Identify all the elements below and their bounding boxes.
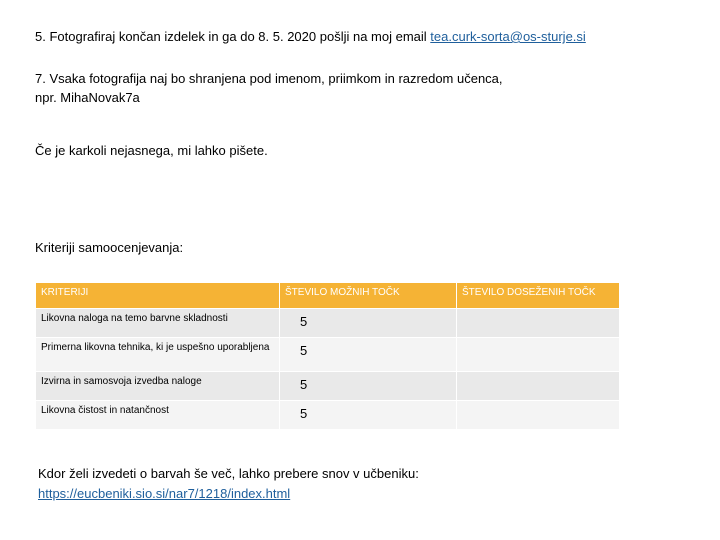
- achieved-points-cell[interactable]: [457, 372, 620, 401]
- table-header-row: [36, 283, 620, 309]
- possible-points-cell: 5: [280, 338, 457, 372]
- instruction-step-5-text: 5. Fotografiraj končan izdelek in ga do 8. 5. 2020 pošlji na moj email: [35, 29, 431, 44]
- achieved-points-cell[interactable]: [457, 401, 620, 430]
- criterion-cell: Likovna naloga na temo barvne skladnosti: [36, 309, 280, 338]
- instruction-step-7-text: 7. Vsaka fotografija naj bo shranjena pod imenom, priimkom in razredom učenca,: [35, 71, 503, 86]
- footer-note: [38, 464, 419, 504]
- instruction-step-7-example: npr. MihaNovak7a: [35, 90, 140, 105]
- possible-points-cell: 5: [280, 309, 457, 338]
- header-possible-points: ŠTEVILO MOŽNIH TOČK: [280, 283, 457, 309]
- criterion-cell: Likovna čistost in natančnost: [36, 401, 280, 430]
- criterion-cell: Primerna likovna tehnika, ki je uspešno uporabljena: [36, 338, 280, 372]
- email-link[interactable]: tea.curk-sorta@os-sturje.si: [430, 29, 586, 44]
- table-row: [36, 401, 620, 430]
- instruction-step-7: [35, 69, 503, 107]
- achieved-points-cell[interactable]: [457, 338, 620, 372]
- questions-note: Če je karkoli nejasnega, mi lahko pišete.: [35, 143, 268, 158]
- possible-points-cell: 5: [280, 401, 457, 430]
- criterion-cell: Izvirna in samosvoja izvedba naloge: [36, 372, 280, 401]
- instruction-step-5: [35, 29, 586, 44]
- criteria-table: [35, 282, 620, 430]
- criteria-heading: Kriteriji samoocenjevanja:: [35, 240, 184, 255]
- table-row: [36, 338, 620, 372]
- table-row: [36, 372, 620, 401]
- achieved-points-cell[interactable]: [457, 309, 620, 338]
- header-achieved-points: ŠTEVILO DOSEŽENIH TOČK: [457, 283, 620, 309]
- header-criteria: KRITERIJI: [36, 283, 280, 309]
- footer-text: Kdor želi izvedeti o barvah še več, lahko prebere snov v učbeniku:: [38, 466, 419, 481]
- textbook-link[interactable]: https://eucbeniki.sio.si/nar7/1218/index.html: [38, 486, 291, 501]
- table-row: [36, 309, 620, 338]
- possible-points-cell: 5: [280, 372, 457, 401]
